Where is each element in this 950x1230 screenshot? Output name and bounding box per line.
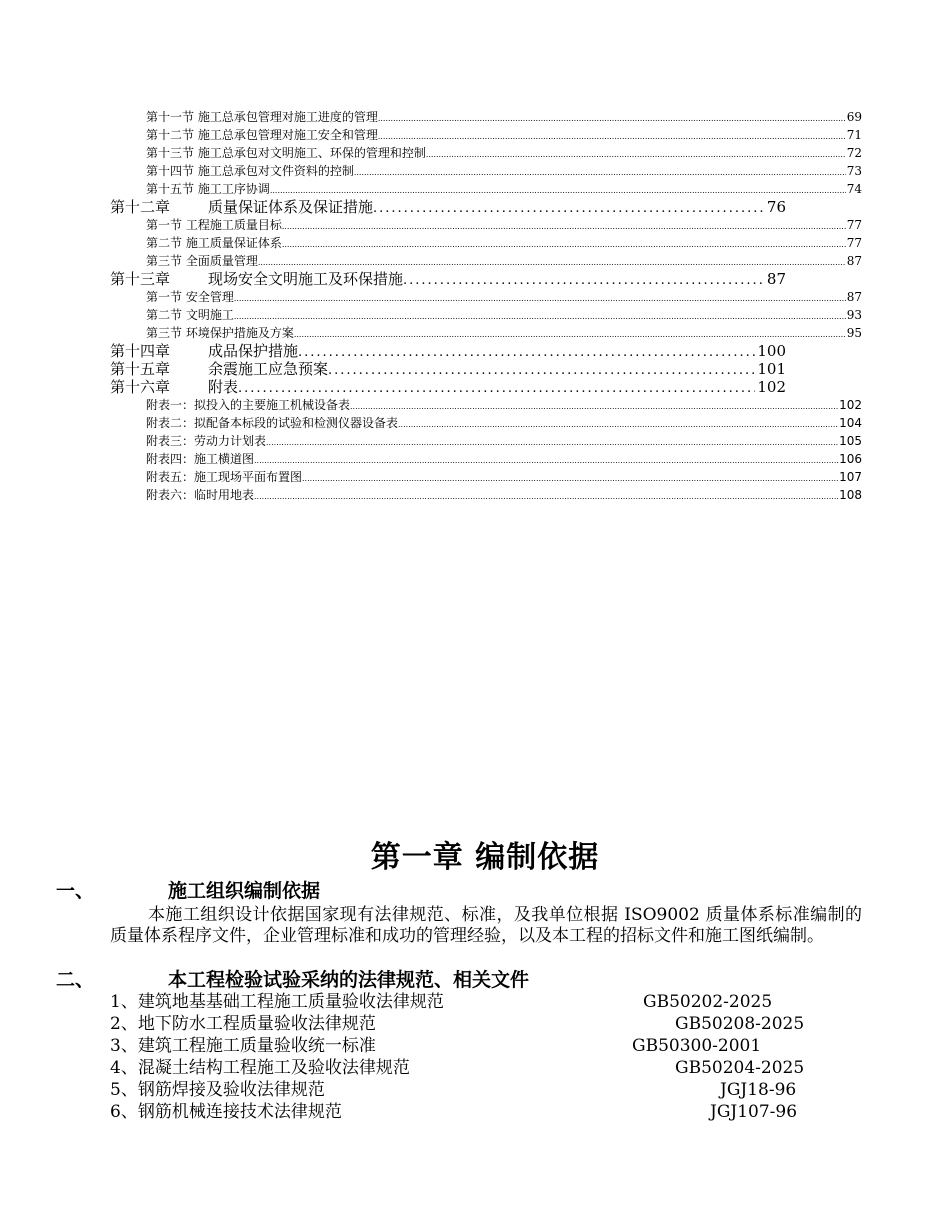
reference-item (110, 1080, 810, 1101)
toc-page-number: 87 (766, 270, 786, 288)
toc-page-number: 107 (839, 470, 862, 484)
toc-entry-label: 第十二节 施工总承包管理对施工安全和管理 (146, 128, 378, 142)
toc-chapter-heading (110, 198, 373, 216)
toc-page-number: 95 (846, 326, 862, 340)
toc-entry-label: 附表一：拟投入的主要施工机械设备表 (146, 398, 351, 412)
toc-chapter-heading (110, 378, 238, 396)
reference-title: 4、混凝土结构工程施工及验收法律规范 (110, 1058, 410, 1078)
toc-page-number: 69 (846, 110, 862, 124)
toc-page-number: 87 (846, 254, 862, 268)
dot-leader (254, 488, 839, 506)
toc-section-row[interactable] (0, 216, 862, 234)
toc-page-number: 106 (839, 452, 862, 466)
toc-page-number: 77 (846, 236, 862, 250)
toc-chapter-number: 第十三章 (110, 270, 171, 288)
toc-entry-label: 第十三节 施工总承包对文明施工、环保的管理和控制 (146, 146, 426, 160)
toc-appendix-row[interactable] (0, 396, 862, 414)
reference-title: 2、地下防水工程质量验收法律规范 (110, 1014, 376, 1034)
toc-entry-label: 第十一节 施工总承包管理对施工进度的管理 (146, 110, 378, 124)
reference-code: JGJ18-96 (720, 1080, 797, 1100)
toc-page-number: 93 (846, 308, 862, 322)
toc-chapter-row[interactable] (0, 198, 786, 216)
reference-item (110, 1036, 790, 1057)
toc-appendix-row[interactable] (0, 414, 862, 432)
toc-appendix-row[interactable] (0, 450, 862, 468)
toc-chapter-number: 第十四章 (110, 342, 171, 360)
reference-item (110, 1102, 810, 1123)
toc-chapter-heading (110, 342, 298, 360)
toc-entry-label: 附表四：施工横道图 (146, 452, 255, 466)
reference-code: GB50204-2025 (675, 1058, 805, 1078)
toc-entry-label: 附表二：拟配备本标段的试验和检测仪器设备表 (146, 416, 399, 430)
toc-entry-label: 第二节 施工质量保证体系 (146, 236, 282, 250)
toc-entry-label: 第十四节 施工总承包对文件资料的控制 (146, 164, 354, 178)
reference-title: 3、建筑工程施工质量验收统一标准 (110, 1036, 376, 1056)
toc-chapter-row[interactable] (0, 270, 786, 288)
toc-entry-label: 第一节 工程施工质量目标 (146, 218, 282, 232)
section-heading (56, 968, 876, 992)
toc-entry-label: 附表五：施工现场平面布置图 (146, 470, 303, 484)
toc-page-number: 76 (766, 198, 786, 216)
section-title: 施工组织编制依据 (168, 880, 321, 902)
section-heading (56, 879, 876, 903)
toc-appendix-row[interactable] (0, 486, 862, 504)
toc-page-number: 72 (846, 146, 862, 160)
reference-title: 6、钢筋机械连接技术法律规范 (110, 1102, 342, 1122)
toc-entry-label: 附表六：临时用地表 (146, 488, 255, 502)
toc-section-row[interactable] (0, 234, 862, 252)
reference-item (110, 992, 790, 1013)
reference-item (110, 1058, 810, 1079)
toc-chapter-heading (110, 270, 403, 288)
reference-title: 1、建筑地基基础工程施工质量验收法律规范 (110, 992, 444, 1012)
reference-code: GB50202-2025 (643, 992, 773, 1012)
toc-section-row[interactable] (0, 108, 862, 126)
section-title: 本工程检验试验采纳的法律规范、相关文件 (168, 969, 530, 991)
toc-chapter-heading (110, 360, 328, 378)
toc-page-number: 71 (846, 128, 862, 142)
toc-entry-label: 第三节 全面质量管理 (146, 254, 258, 268)
toc-page-number: 87 (846, 290, 862, 304)
reference-code: GB50300-2001 (632, 1036, 762, 1056)
toc-page-number: 73 (846, 164, 862, 178)
toc-section-row[interactable] (0, 252, 862, 270)
toc-entry-label: 第十五节 施工工序协调 (146, 182, 270, 196)
toc-entry-label: 附表三：劳动力计划表 (146, 434, 267, 448)
toc-section-row[interactable] (0, 306, 862, 324)
toc-chapter-number: 第十二章 (110, 198, 171, 216)
toc-page-number: 100 (757, 342, 786, 360)
toc-chapter-title: 成品保护措施 (208, 342, 299, 360)
toc-page-number: 105 (839, 434, 862, 448)
toc-chapter-row[interactable] (0, 342, 786, 360)
toc-page-number: 77 (846, 218, 862, 232)
toc-section-row[interactable] (0, 324, 862, 342)
toc-chapter-title: 附表 (208, 378, 239, 396)
section-number: 一、 (56, 880, 95, 902)
section-number: 二、 (56, 969, 95, 991)
toc-section-row[interactable] (0, 180, 862, 198)
toc-chapter-title: 现场安全文明施工及环保措施 (208, 270, 404, 288)
toc-page-number: 102 (839, 398, 862, 412)
toc-entry-label: 第二节 文明施工 (146, 308, 234, 322)
toc-page-number: 101 (757, 360, 786, 378)
toc-page-number: 104 (839, 416, 862, 430)
toc-section-row[interactable] (0, 144, 862, 162)
toc-chapter-number: 第十五章 (110, 360, 171, 378)
toc-appendix-row[interactable] (0, 468, 862, 486)
toc-section-row[interactable] (0, 126, 862, 144)
toc-chapter-title: 质量保证体系及保证措施 (208, 198, 374, 216)
toc-page-number: 108 (839, 488, 862, 502)
toc-chapter-row[interactable] (0, 378, 786, 396)
toc-entry-label: 第三节 环境保护措施及方案 (146, 326, 294, 340)
table-of-contents (0, 108, 950, 504)
reference-title: 5、钢筋焊接及验收法律规范 (110, 1080, 325, 1100)
body-paragraph: 本施工组织设计依据国家现有法律规范、标准，及我单位根据 ISO9002 质量体系标准编制的质量体系程序文件，企业管理标准和成功的管理经验，以及本工程的招标文件和施工图纸编制。 (110, 905, 862, 946)
toc-page-number: 102 (757, 378, 786, 396)
chapter-title: 第一章 编制依据 (370, 840, 600, 875)
reference-code: JGJ107-96 (710, 1102, 798, 1122)
toc-appendix-row[interactable] (0, 432, 862, 450)
toc-chapter-row[interactable] (0, 360, 786, 378)
reference-code: GB50208-2025 (675, 1014, 805, 1034)
toc-section-row[interactable] (0, 162, 862, 180)
reference-item (110, 1014, 810, 1035)
toc-chapter-title: 余震施工应急预案 (208, 360, 329, 378)
toc-section-row[interactable] (0, 288, 862, 306)
toc-page-number: 74 (846, 182, 862, 196)
toc-chapter-number: 第十六章 (110, 378, 171, 396)
toc-entry-label: 第一节 安全管理 (146, 290, 234, 304)
